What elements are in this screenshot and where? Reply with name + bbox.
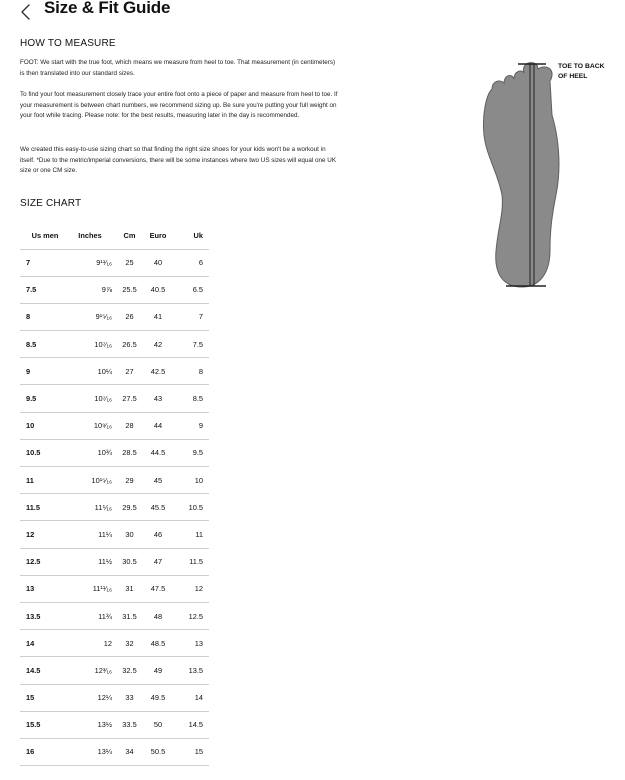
cell-uk: 10	[173, 467, 209, 494]
cell-euro: 50	[143, 711, 173, 738]
table-row	[20, 521, 209, 548]
cell-us-men: 15.5	[20, 711, 64, 738]
cell-cm: 32	[116, 630, 143, 657]
cell-cm: 30	[116, 521, 143, 548]
cell-us-men: 10.5	[20, 439, 64, 466]
cell-us-men: 15	[20, 684, 64, 711]
page-header	[0, 0, 625, 24]
cell-cm: 28	[116, 412, 143, 439]
cell-euro: 47	[143, 548, 173, 575]
table-row	[20, 630, 209, 657]
table-row	[20, 548, 209, 575]
foot-outline-icon	[478, 55, 608, 295]
cell-euro: 44.5	[143, 439, 173, 466]
table-row	[20, 249, 209, 276]
table-row	[20, 494, 209, 521]
chevron-left-icon	[18, 2, 34, 22]
cell-inches: 11½	[64, 548, 116, 575]
cell-us-men: 11	[20, 467, 64, 494]
table-row	[20, 684, 209, 711]
column-header-euro: Euro	[149, 230, 167, 240]
cell-us-men: 12.5	[20, 548, 64, 575]
cell-cm: 29.5	[116, 494, 143, 521]
cell-uk: 9.5	[173, 439, 209, 466]
cell-inches: 10⁹⁄₁₆	[64, 412, 116, 439]
cell-cm: 26	[116, 303, 143, 330]
cell-uk: 10.5	[173, 494, 209, 521]
back-button[interactable]	[18, 2, 34, 22]
cell-us-men: 11.5	[20, 494, 64, 521]
cell-us-men: 10	[20, 412, 64, 439]
cell-inches: 9¹⁵⁄₁₆	[64, 303, 116, 330]
measure-paragraph-chart: We created this easy-to-use sizing chart so that finding the right size shoes for your kids won't be a workout in itself. *Due to the metric/imperial conversions, there will be some instances where two US sizes will equal one UK size or one CM size.	[20, 146, 337, 174]
cell-inches: 12¼	[64, 684, 116, 711]
cell-euro: 49.5	[143, 684, 173, 711]
column-header-inches: Inches	[78, 230, 102, 240]
cell-inches: 11⅟₁₆	[64, 494, 116, 521]
cell-euro: 40.5	[143, 276, 173, 303]
cell-cm: 31.5	[116, 602, 143, 629]
cell-us-men: 8.5	[20, 331, 64, 358]
cell-uk: 11.5	[173, 548, 209, 575]
table-row	[20, 602, 209, 629]
cell-uk: 9	[173, 412, 209, 439]
table-row	[20, 575, 209, 602]
cell-euro: 49	[143, 657, 173, 684]
cell-inches: 13½	[64, 711, 116, 738]
measure-paragraph-foot: FOOT: We start with the true foot, which means we measure from heel to toe. That measurement (in centimeters) is then translated into our standard sizes.	[20, 59, 336, 77]
cell-euro: 48.5	[143, 630, 173, 657]
size-chart-body	[20, 249, 209, 766]
table-row	[20, 439, 209, 466]
cell-cm: 33	[116, 684, 143, 711]
cell-cm: 29	[116, 467, 143, 494]
foot-diagram	[478, 55, 608, 295]
table-row	[20, 711, 209, 738]
table-row	[20, 738, 209, 765]
cell-cm: 27.5	[116, 385, 143, 412]
cell-inches: 11¾	[64, 602, 116, 629]
diagram-label: TOE TO BACK OF HEEL	[558, 63, 605, 80]
cell-inches: 10¼	[64, 358, 116, 385]
cell-us-men: 9	[20, 358, 64, 385]
cell-inches: 13¼	[64, 738, 116, 765]
cell-cm: 26.5	[116, 331, 143, 358]
cell-cm: 27	[116, 358, 143, 385]
size-chart-table	[20, 222, 209, 766]
cell-us-men: 13.5	[20, 602, 64, 629]
cell-uk: 14	[173, 684, 209, 711]
cell-us-men: 16	[20, 738, 64, 765]
cell-inches: 10⁷⁄₁₆	[64, 331, 116, 358]
cell-euro: 42	[143, 331, 173, 358]
cell-uk: 13.5	[173, 657, 209, 684]
measure-paragraph-trace: To find your foot measurement closely trace your entire foot onto a piece of paper and measure from heel to toe. If your measurement is between chart numbers, we recommend sizing up. Be sure you're putting your full weight on your foot while tracing. Please note: for the best results, measuring later in the day is recommended.	[20, 91, 338, 119]
cell-cm: 25	[116, 249, 143, 276]
cell-inches: 10¹⁵⁄₁₆	[64, 467, 116, 494]
cell-inches: 12³⁄₁₆	[64, 657, 116, 684]
cell-us-men: 13	[20, 575, 64, 602]
page-title: Size & Fit Guide	[44, 0, 171, 17]
cell-uk: 6	[173, 249, 209, 276]
cell-cm: 32.5	[116, 657, 143, 684]
cell-us-men: 14	[20, 630, 64, 657]
cell-us-men: 14.5	[20, 657, 64, 684]
cell-inches: 12	[64, 630, 116, 657]
cell-uk: 15	[173, 738, 209, 765]
cell-inches: 10¾	[64, 439, 116, 466]
cell-cm: 31	[116, 575, 143, 602]
cell-uk: 12	[173, 575, 209, 602]
cell-cm: 34	[116, 738, 143, 765]
cell-us-men: 7	[20, 249, 64, 276]
cell-euro: 46	[143, 521, 173, 548]
table-row	[20, 358, 209, 385]
cell-uk: 14.5	[173, 711, 209, 738]
cell-inches: 9⅞	[64, 276, 116, 303]
table-row	[20, 385, 209, 412]
table-row	[20, 657, 209, 684]
cell-euro: 43	[143, 385, 173, 412]
cell-uk: 12.5	[173, 602, 209, 629]
cell-euro: 41	[143, 303, 173, 330]
cell-uk: 11	[173, 521, 209, 548]
cell-uk: 7	[173, 303, 209, 330]
cell-inches: 10⁷⁄₁₆	[64, 385, 116, 412]
table-row	[20, 467, 209, 494]
cell-euro: 47.5	[143, 575, 173, 602]
cell-euro: 48	[143, 602, 173, 629]
column-header-cm: Cm	[123, 230, 136, 240]
cell-uk: 6.5	[173, 276, 209, 303]
table-row	[20, 303, 209, 330]
cell-euro: 40	[143, 249, 173, 276]
cell-euro: 45	[143, 467, 173, 494]
cell-euro: 50.5	[143, 738, 173, 765]
cell-uk: 7.5	[173, 331, 209, 358]
cell-uk: 8	[173, 358, 209, 385]
cell-euro: 44	[143, 412, 173, 439]
cell-cm: 25.5	[116, 276, 143, 303]
cell-us-men: 9.5	[20, 385, 64, 412]
column-header-uk: Uk	[193, 230, 203, 240]
cell-us-men: 12	[20, 521, 64, 548]
column-header-us-men: Us men	[31, 230, 59, 240]
how-to-measure-title: HOW TO MEASURE	[20, 38, 116, 49]
cell-uk: 8.5	[173, 385, 209, 412]
cell-us-men: 8	[20, 303, 64, 330]
table-header-row	[20, 222, 209, 249]
cell-cm: 28.5	[116, 439, 143, 466]
table-row	[20, 276, 209, 303]
cell-cm: 30.5	[116, 548, 143, 575]
cell-euro: 45.5	[143, 494, 173, 521]
table-row	[20, 331, 209, 358]
cell-uk: 13	[173, 630, 209, 657]
cell-us-men: 7.5	[20, 276, 64, 303]
table-row	[20, 412, 209, 439]
cell-inches: 9¹¹⁄₁₆	[64, 249, 116, 276]
cell-inches: 11¼	[64, 521, 116, 548]
size-chart-title: SIZE CHART	[20, 198, 82, 209]
cell-euro: 42.5	[143, 358, 173, 385]
cell-cm: 33.5	[116, 711, 143, 738]
cell-inches: 11¹¹⁄₁₆	[64, 575, 116, 602]
